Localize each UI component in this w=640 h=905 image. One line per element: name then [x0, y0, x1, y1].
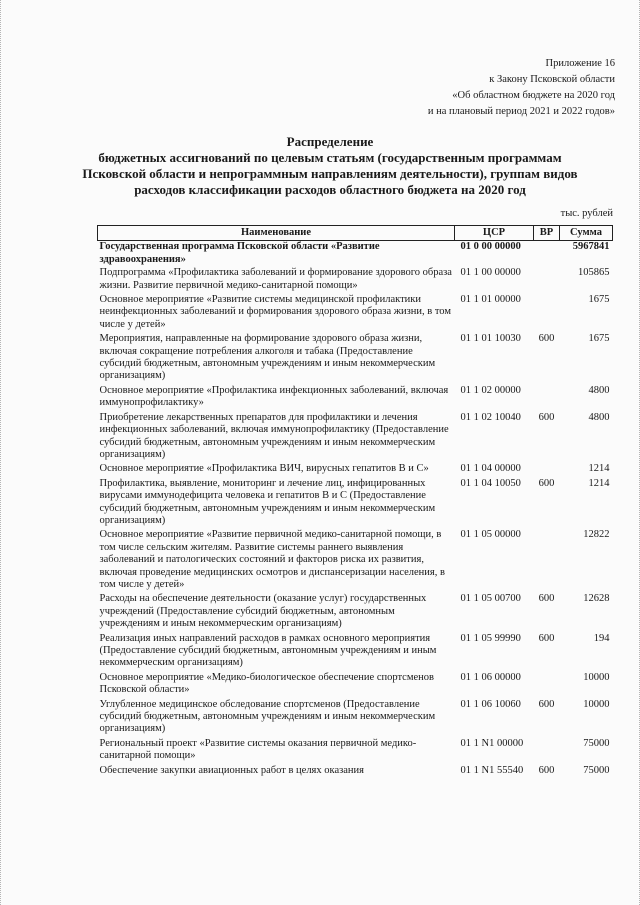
row-vr — [534, 462, 560, 476]
row-sum: 12628 — [583, 593, 610, 605]
row-name: Мероприятия, направленные на формирование здорового образа жизни, включая сокращение потребления алкоголя и табака (Предоставление субсидий бюджетным, автономным учреждениям и иным некоммерческим организациям) — [99, 333, 436, 382]
table-row — [98, 737, 613, 764]
table-row — [98, 293, 613, 332]
table-row — [98, 698, 613, 737]
title-line-2: бюджетных ассигнований по целевым статьям (государственным программам — [98, 150, 562, 165]
row-name: Профилактика, выявление, мониторинг и лечение лиц, инфицированных вирусами иммунодефицита человека и гепатитов В и С (Предоставление субсидий бюджетным, автономным учреждениям и иным некоммерческим организациям) — [99, 477, 436, 526]
appendix-line-3: «Об областном бюджете на 2020 год — [452, 90, 615, 101]
row-sum: 4800 — [588, 411, 610, 423]
row-name: Обеспечение закупки авиационных работ в целях оказания — [99, 764, 364, 776]
table-row — [98, 671, 613, 698]
page-edge-right — [633, 0, 640, 905]
table-row — [98, 332, 613, 384]
table-row — [98, 411, 613, 463]
row-csr: 01 0 00 00000 — [460, 241, 521, 253]
row-vr: 600 — [538, 477, 555, 489]
row-sum: 1214 — [588, 477, 610, 489]
table-row — [98, 477, 613, 529]
table-row — [98, 384, 613, 411]
row-csr: 01 1 05 99990 — [460, 632, 521, 644]
row-sum: 4800 — [588, 384, 610, 396]
row-name: Государственная программа Псковской области «Развитие здравоохранения» — [99, 241, 380, 265]
row-sum: 10000 — [583, 671, 610, 683]
row-name: Подпрограмма «Профилактика заболеваний и формирование здорового образа жизни. Развитие первичной медико-санитарной помощи» — [99, 267, 452, 291]
row-sum: 5967841 — [572, 241, 610, 253]
row-vr: 600 — [538, 411, 555, 423]
row-sum: 10000 — [583, 698, 610, 710]
header-vr: ВР — [534, 226, 560, 241]
row-sum: 12822 — [583, 529, 610, 541]
row-name: Основное мероприятие «Профилактика инфекционных заболеваний, включая иммунопрофилактику» — [99, 384, 449, 409]
row-vr: 600 — [538, 333, 555, 345]
row-sum: 194 — [593, 632, 610, 644]
appendix-note — [255, 56, 615, 120]
row-csr: 01 1 04 10050 — [460, 477, 521, 489]
row-name: Приобретение лекарственных препаратов для профилактики и лечения инфекционных заболеваний, включая иммунопрофилактику (Предоставление субсидий бюджетным, автономным учреждениям и иным некоммерческим организациям) — [99, 411, 449, 460]
table-row — [98, 632, 613, 671]
row-vr: 600 — [538, 632, 555, 644]
row-csr: 01 1 02 10040 — [460, 411, 521, 423]
row-sum: 1675 — [588, 333, 610, 345]
table-row — [98, 462, 613, 476]
row-csr: 01 1 06 10060 — [460, 698, 521, 710]
row-csr: 01 1 05 00000 — [460, 529, 521, 541]
row-vr — [534, 293, 560, 332]
row-name: Основное мероприятие «Медико-биологическое обеспечение спортсменов Псковской области» — [99, 671, 434, 696]
row-vr — [534, 384, 560, 411]
row-csr: 01 1 01 10030 — [460, 333, 521, 345]
row-vr: 600 — [538, 764, 555, 776]
row-name: Основное мероприятие «Развитие системы медицинской профилактики неинфекционных заболеваний и формирования здорового образа жизни, в том числе у детей» — [99, 294, 451, 330]
table-row — [98, 764, 613, 778]
appendix-line-2: к Закону Псковской области — [489, 74, 615, 85]
header-name: Наименование — [98, 226, 455, 241]
row-sum: 75000 — [583, 737, 610, 749]
header-csr: ЦСР — [455, 226, 534, 241]
units-label: тыс. рублей — [560, 208, 613, 219]
header-sum: Сумма — [560, 226, 613, 241]
budget-table — [97, 225, 613, 778]
row-csr: 01 1 01 00000 — [460, 294, 521, 306]
row-vr — [534, 241, 560, 266]
row-vr — [534, 266, 560, 293]
row-sum: 105865 — [578, 267, 610, 279]
row-csr: 01 1 N1 00000 — [460, 737, 524, 749]
row-csr: 01 1 06 00000 — [460, 671, 521, 683]
table-header-row — [98, 226, 613, 241]
document-title — [60, 134, 600, 198]
row-csr: 01 1 04 00000 — [460, 463, 521, 475]
row-vr — [534, 671, 560, 698]
page-edge-left — [0, 0, 7, 905]
row-vr: 600 — [538, 593, 555, 605]
row-name: Реализация иных направлений расходов в рамках основного мероприятия (Предоставление субсидий бюджетным, автономным учреждениям и иным некоммерческим организациям) — [99, 632, 437, 669]
title-line-1: Распределение — [286, 134, 374, 149]
row-name: Расходы на обеспечение деятельности (оказание услуг) государственных учреждений (Предоставление субсидий бюджетным, автономным учреждениям и иным некоммерческим организациям) — [99, 593, 427, 630]
title-line-4: расходов классификации расходов областного бюджета на 2020 год — [134, 182, 526, 197]
table-row — [98, 592, 613, 631]
row-name: Основное мероприятие «Профилактика ВИЧ, вирусных гепатитов В и С» — [99, 463, 429, 475]
row-sum: 1675 — [588, 294, 610, 306]
row-sum: 1214 — [588, 463, 610, 475]
row-csr: 01 1 00 00000 — [460, 267, 521, 279]
row-vr: 600 — [538, 698, 555, 710]
table-row — [98, 241, 613, 266]
appendix-line-1: Приложение 16 — [545, 58, 615, 69]
row-name: Основное мероприятие «Развитие первичной медико-санитарной помощи, в том числе сельским жителям. Развитие системы раннего выявления заболеваний и патологических состояний и факторов риска их развития, включая проведение медицинских осмотров и диспансеризации населения, в том числе у детей» — [99, 529, 445, 590]
row-name: Региональный проект «Развитие системы оказания первичной медико-санитарной помощи» — [99, 737, 417, 762]
table-row — [98, 266, 613, 293]
row-csr: 01 1 02 00000 — [460, 384, 521, 396]
row-sum: 75000 — [583, 764, 610, 776]
table-row — [98, 528, 613, 592]
row-csr: 01 1 05 00700 — [460, 593, 521, 605]
row-vr — [534, 528, 560, 592]
appendix-line-4: и на плановый период 2021 и 2022 годов» — [427, 106, 615, 117]
row-csr: 01 1 N1 55540 — [460, 764, 524, 776]
title-line-3: Псковской области и непрограммным направлениям деятельности), группам видов — [82, 166, 578, 181]
row-name: Углубленное медицинское обследование спортсменов (Предоставление субсидий бюджетным, автономным учреждениям и иным некоммерческим организациям) — [99, 698, 436, 735]
row-vr — [534, 737, 560, 764]
